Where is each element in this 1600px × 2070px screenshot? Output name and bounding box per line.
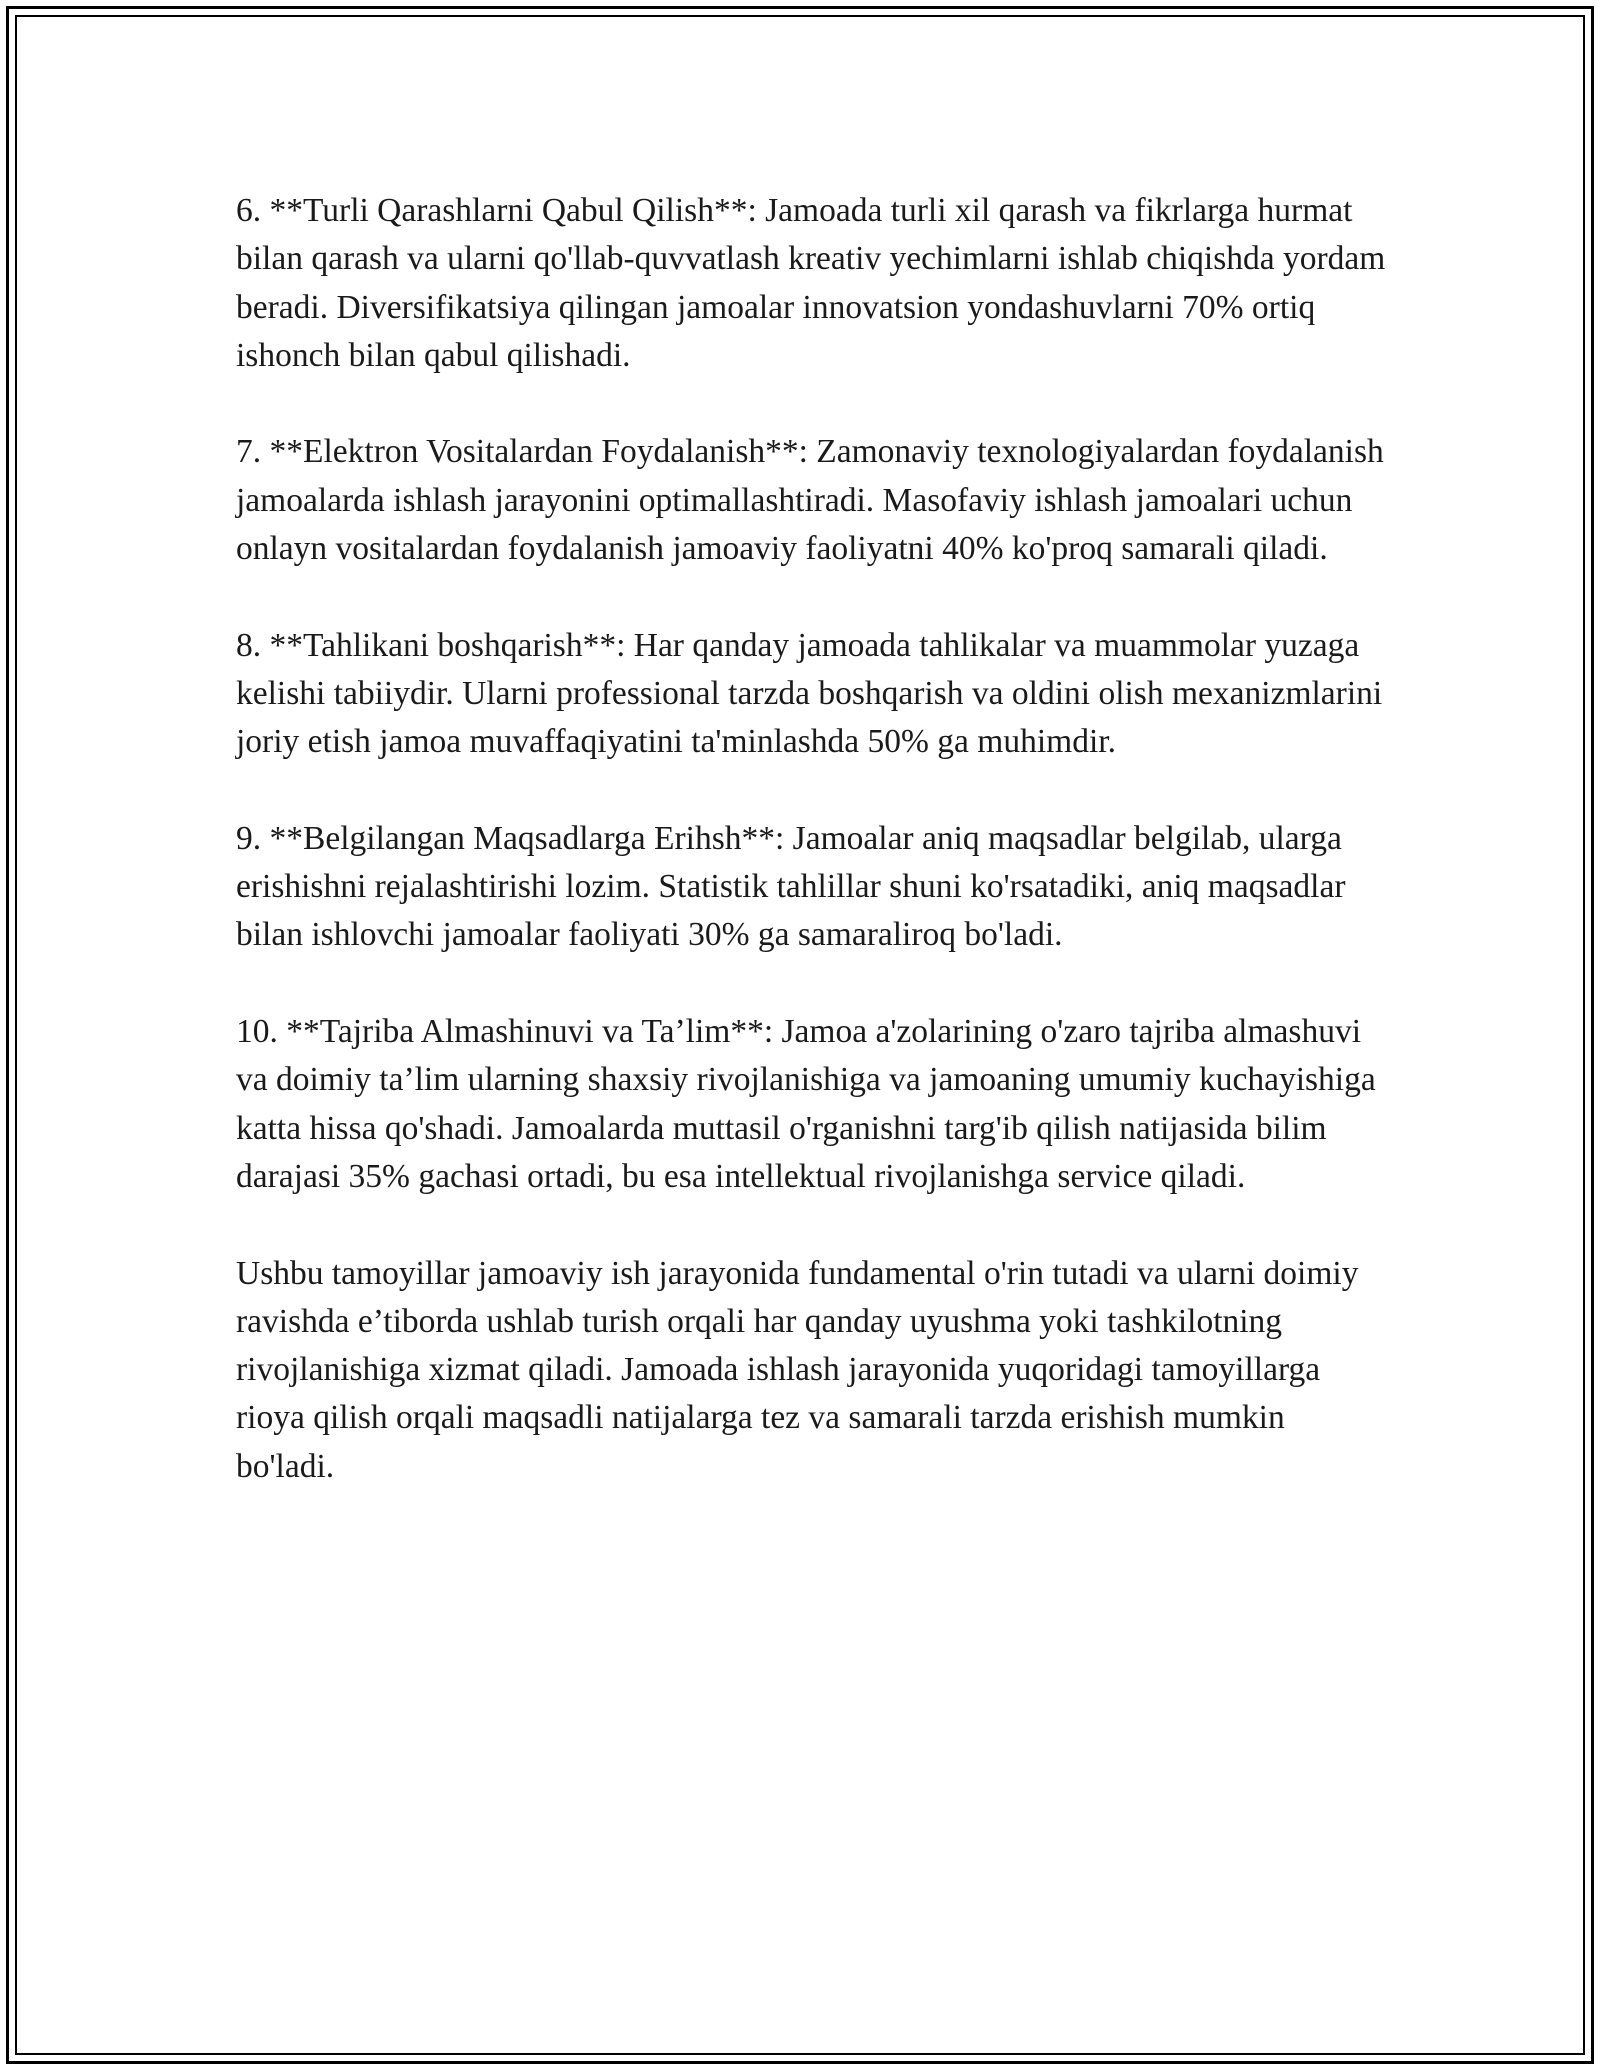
paragraph-principle-9: 9. **Belgilangan Maqsadlarga Erihsh**: Jamoalar aniq maqsadlar belgilab, ularga erishishni rejalashtirishi lozim. Statistik tahlillar shuni ko'rsatadiki, aniq maqsadlar bilan ishlovchi jamoalar faoliyati 30% ga samaraliroq bo'ladi.: [236, 819, 1346, 954]
paragraph-principle-8: 8. **Tahlikani boshqarish**: Har qanday jamoada tahlikalar va muammolar yuzaga kelishi tabiiydir. Ularni professional tarzda boshqarish va oldini olish mexanizmlarini joriy etish jamoa muvaffaqiyatini ta'minlashda 50% ga muhimdir.: [236, 626, 1383, 761]
paragraph-principle-10: 10. **Tajriba Almashinuvi va Ta’lim**: Jamoa a'zolarining o'zaro tajriba almashuvi va doimiy ta’lim ularning shaxsiy rivojlanishiga va jamoaning umumiy kuchayishiga katta hissa qo'shadi. Jamoalarda muttasil o'rganishni targ'ib qilish natijasida bilim darajasi 35% gachasi ortadi, bu esa intellektual rivojlanishga service qiladi.: [236, 1013, 1376, 1195]
paragraph-principle-6: 6. **Turli Qarashlarni Qabul Qilish**: Jamoada turli xil qarash va fikrlarga hurmat bilan qarash va ularni qo'llab-quvvatlash kreativ yechimlarni ishlab chiqishda yordam beradi. Diversifikatsiya qilingan jamoalar innovatsion yondashuvlarni 70% ortiq ishonch bilan qabul qilishadi.: [236, 192, 1386, 374]
paragraph-principle-7: 7. **Elektron Vositalardan Foydalanish**: Zamonaviy texnologiyalardan foydalanish jamoalarda ishlash jarayonini optimallashtiradi. Masofaviy ishlash jamoalari uchun onlayn vositalardan foydalanish jamoaviy faoliyatni 40% ko'proq samarali qiladi.: [236, 433, 1384, 568]
paragraph-conclusion: Ushbu tamoyillar jamoaviy ish jarayonida fundamental o'rin tutadi va ularni doimiy ravishda e’tiborda ushlab turish orqali har qanday uyushma yoki tashkilotning rivojlanishiga xizmat qiladi. Jamoada ishlash jarayonida yuqoridagi tamoyillarga rioya qilish orqali maqsadli natijalarga tez va samarali tarzda erishish mumkin bo'ladi.: [236, 1254, 1359, 1485]
document-body: [236, 187, 1386, 1539]
